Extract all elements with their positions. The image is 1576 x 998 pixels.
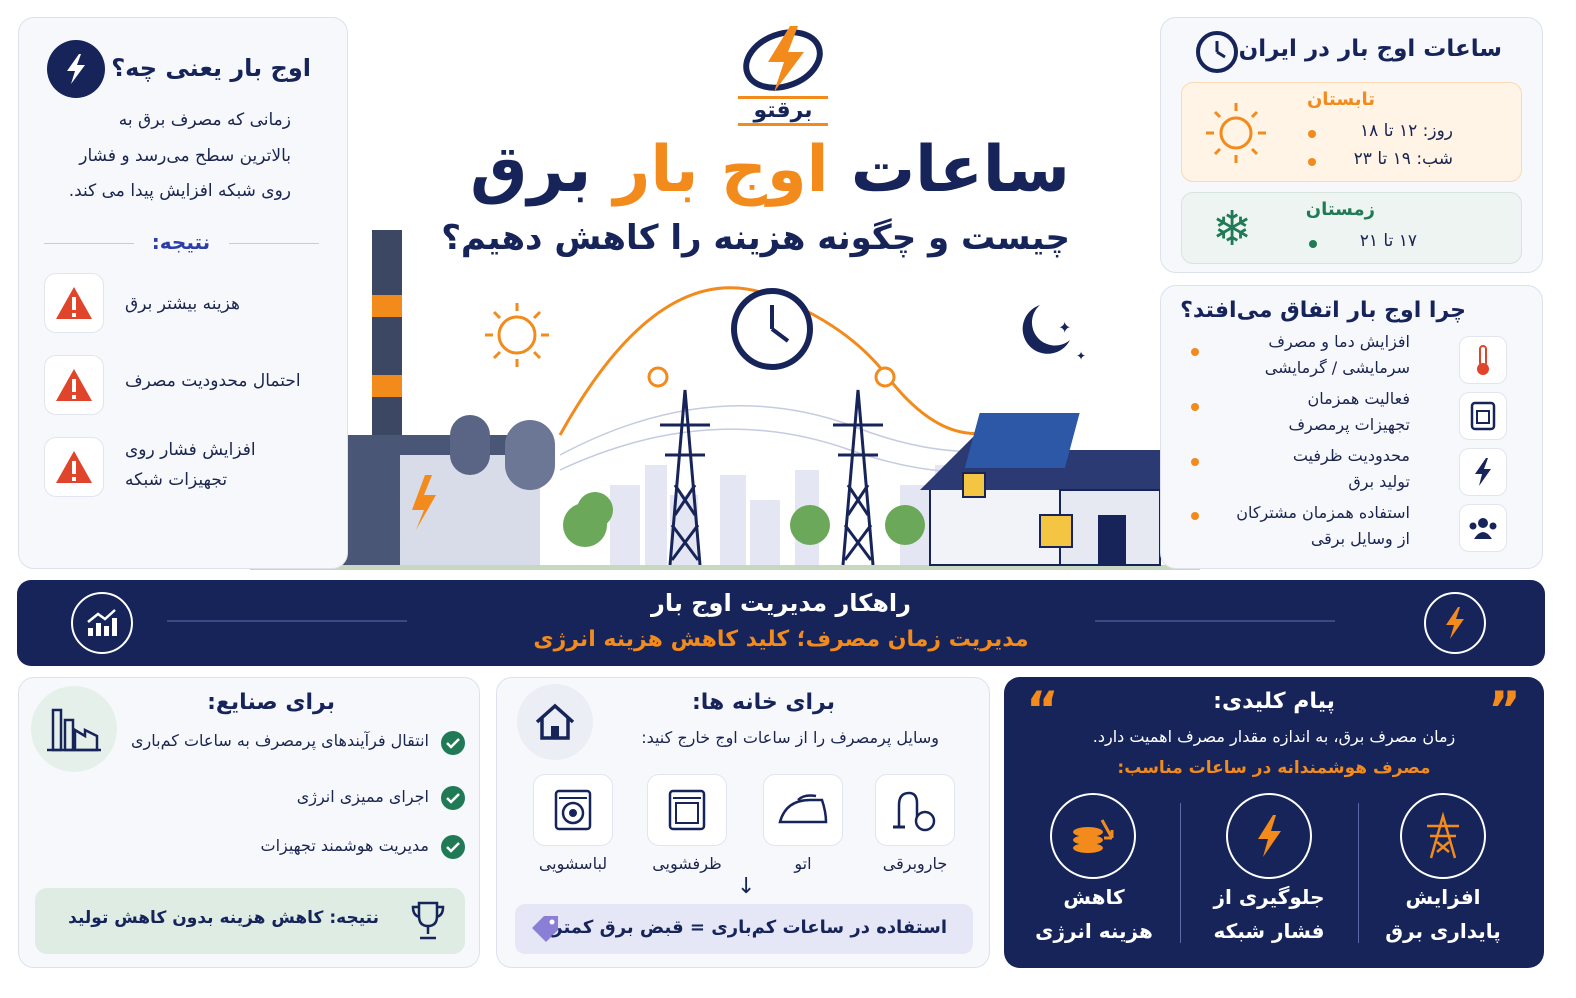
homes-card <box>496 677 990 968</box>
why-item-3-line1: محدودیت ظرفیت <box>1292 446 1410 465</box>
homes-footer: استفاده در ساعات کم‌باری = قبض برق کمتر <box>552 917 947 938</box>
why-peak-card <box>1160 285 1543 569</box>
why-icon-box <box>1459 392 1507 440</box>
benefit-2-line1: جلوگیری از <box>1213 885 1325 909</box>
why-item-4-line2: از وسایل برقی <box>1310 529 1410 548</box>
summer-night: شب: ۱۹ تا ۲۳ <box>1353 149 1453 169</box>
logo-mark-icon <box>728 18 838 98</box>
home-icon <box>533 702 577 742</box>
clock-icon <box>734 291 810 367</box>
bullet-dot <box>1308 158 1316 166</box>
appliance-label-iron: اتو <box>794 854 812 873</box>
thermometer-icon <box>1473 343 1493 377</box>
circuit-line <box>1095 620 1335 622</box>
homes-title: برای خانه ها: <box>692 690 835 715</box>
industry-item-1: انتقال فرآیندهای پرمصرف به ساعات کم‌باری <box>131 731 429 750</box>
what-is-line3: روی شبکه افزایش پیدا می کند. <box>68 181 291 201</box>
why-item-1-line2: سرمایشی / گرمایشی <box>1264 358 1410 377</box>
summer-panel <box>1181 82 1522 182</box>
summer-label: تابستان <box>1306 89 1375 110</box>
factory-badge <box>31 686 117 772</box>
benefit-3-line2: پایداری برق <box>1385 919 1501 943</box>
result-item-1: هزینه بیشتر برق <box>125 294 240 314</box>
washing-machine-icon <box>553 788 593 832</box>
strategy-banner <box>17 580 1545 666</box>
circuit-line <box>167 620 407 622</box>
warning-box <box>44 273 104 333</box>
svg-text:✦: ✦ <box>1058 318 1072 337</box>
summer-day: روز: ۱۲ تا ۱۸ <box>1359 121 1453 141</box>
industry-item-3: مدیریت هوشمند تجهیزات <box>260 836 429 855</box>
home-badge <box>517 684 593 760</box>
dishwasher-icon <box>667 788 707 832</box>
key-message-line1: زمان مصرف برق، به اندازه مقدار مصرف اهمیت دارد. <box>1092 727 1456 746</box>
sun-icon <box>485 303 549 367</box>
divider <box>1358 803 1359 943</box>
lightning-badge <box>47 40 105 98</box>
winter-time: ۱۷ تا ۲۱ <box>1359 231 1417 251</box>
cost-badge <box>1050 793 1136 879</box>
hero-title-part1: ساعات <box>850 133 1070 207</box>
why-item-2-line2: تجهیزات پرمصرف <box>1288 415 1410 434</box>
tower-badge <box>1400 793 1486 879</box>
divider <box>1180 803 1181 943</box>
quote-close-icon: ” <box>1488 681 1521 739</box>
industries-card <box>18 677 480 968</box>
chart-growth-badge <box>71 592 133 654</box>
svg-text:✦: ✦ <box>1076 349 1087 363</box>
quote-open-icon: “ <box>1026 681 1059 739</box>
industries-result-box <box>35 888 465 954</box>
appliance-vacuum <box>875 774 955 846</box>
hero-title-part2: اوج بار <box>613 133 829 207</box>
bullet-dot <box>1309 240 1317 248</box>
bullet-dot <box>1191 348 1199 356</box>
bullet-dot <box>1308 130 1316 138</box>
key-message-line2: مصرف هوشمندانه در ساعات مناسب: <box>1117 758 1431 778</box>
why-title: چرا اوج بار اتفاق می‌افتد؟ <box>1180 298 1466 323</box>
moon-icon <box>1023 305 1086 363</box>
what-is-line1: زمانی که مصرف برق به <box>118 110 291 130</box>
key-message-title: پیام کلیدی: <box>1213 689 1335 714</box>
hero-title-part3: برق <box>470 133 592 207</box>
snowflake-icon: ❄ <box>1212 201 1253 257</box>
why-icon-box <box>1459 504 1507 552</box>
bullet-dot <box>1191 403 1199 411</box>
arrow-down-icon: ↓ <box>737 874 756 899</box>
lightning-icon <box>1471 456 1495 488</box>
what-is-line2: بالاترین سطح می‌رسد و فشار <box>79 146 291 166</box>
appliance-label-vacuum: جاروبرقی <box>882 854 948 873</box>
check-icon <box>441 835 465 859</box>
why-icon-box <box>1459 336 1507 384</box>
users-icon <box>1467 515 1499 541</box>
warning-icon <box>54 449 94 485</box>
warning-icon <box>54 285 94 321</box>
warning-box <box>44 437 104 497</box>
check-icon <box>441 731 465 755</box>
warning-box <box>44 355 104 415</box>
check-icon <box>441 786 465 810</box>
industries-title: برای صنایع: <box>207 690 335 715</box>
what-is-peak-card <box>18 17 348 569</box>
hero-subtitle: چیست و چگونه هزینه را کاهش دهیم؟ <box>441 218 1070 258</box>
chart-growth-icon <box>85 608 119 638</box>
brand-name: برقتو <box>738 96 828 126</box>
hero-illustration <box>250 225 1200 570</box>
warning-icon <box>54 367 94 403</box>
bullet-dot <box>1191 512 1199 520</box>
power-tower-icon <box>1423 812 1463 860</box>
bullet-dot <box>1191 458 1199 466</box>
result-item-3-line2: تجهیزات شبکه <box>125 470 228 490</box>
coins-down-icon <box>1068 812 1118 860</box>
result-item-3-line1: افزایش فشار روی <box>125 440 256 460</box>
homes-footer-box <box>515 904 973 954</box>
appliance-label-dishwasher: ظرفشویی <box>652 854 722 873</box>
house-icon <box>920 413 1165 565</box>
winter-label: زمستان <box>1305 199 1375 220</box>
appliance-dishwasher <box>647 774 727 846</box>
what-is-title: اوج بار یعنی چه؟ <box>111 54 311 82</box>
industries-result: نتیجه: کاهش هزینه بدون کاهش تولید <box>68 908 379 928</box>
why-item-4-line1: استفاده همزمان مشترکان <box>1236 503 1410 522</box>
appliance-iron <box>763 774 843 846</box>
clock-icon <box>1193 28 1241 76</box>
vacuum-icon <box>891 787 939 833</box>
benefit-3-line1: افزایش <box>1405 885 1481 909</box>
benefit-1-line1: کاهش <box>1063 885 1125 909</box>
trophy-icon <box>410 900 446 942</box>
lightning-icon <box>1441 605 1469 641</box>
benefit-2-line2: فشار شبکه <box>1213 919 1325 943</box>
why-icon-box <box>1459 448 1507 496</box>
peak-hours-title: ساعات اوج بار در ایران <box>1238 36 1502 62</box>
homes-subtitle: وسایل پرمصرف را از ساعات اوج خارج کنید: <box>641 728 939 747</box>
result-item-2: احتمال محدودیت مصرف <box>125 371 301 391</box>
why-item-1-line1: افزایش دما و مصرف <box>1268 332 1410 351</box>
banner-title: راهکار مدیریت اوج بار <box>651 589 911 617</box>
grid-badge <box>1226 793 1312 879</box>
appliance-icon <box>1470 401 1496 431</box>
divider <box>44 243 134 244</box>
factory-icon <box>45 704 103 754</box>
sun-icon <box>1202 99 1270 167</box>
industry-item-2: اجرای ممیزی انرژی <box>296 787 429 806</box>
winter-panel <box>1181 192 1522 264</box>
brand-logo <box>728 18 838 123</box>
iron-icon <box>776 792 830 828</box>
divider <box>229 243 319 244</box>
benefit-1-line2: هزینه انرژی <box>1035 919 1153 943</box>
appliance-washer <box>533 774 613 846</box>
hero-title <box>470 128 1070 212</box>
appliance-label-washer: لباسشویی <box>538 854 608 873</box>
key-message-card <box>1004 677 1544 968</box>
lightning-icon <box>61 52 91 86</box>
why-item-2-line1: فعالیت همزمان <box>1307 389 1410 408</box>
why-item-3-line2: تولید برق <box>1348 472 1410 491</box>
lightning-icon <box>1253 813 1285 859</box>
lightning-badge <box>1424 592 1486 654</box>
result-label: نتیجه: <box>151 230 211 254</box>
banner-subtitle: مدیریت زمان مصرف؛ کلید کاهش هزینه انرژی <box>533 627 1029 652</box>
peak-hours-card <box>1160 17 1543 273</box>
